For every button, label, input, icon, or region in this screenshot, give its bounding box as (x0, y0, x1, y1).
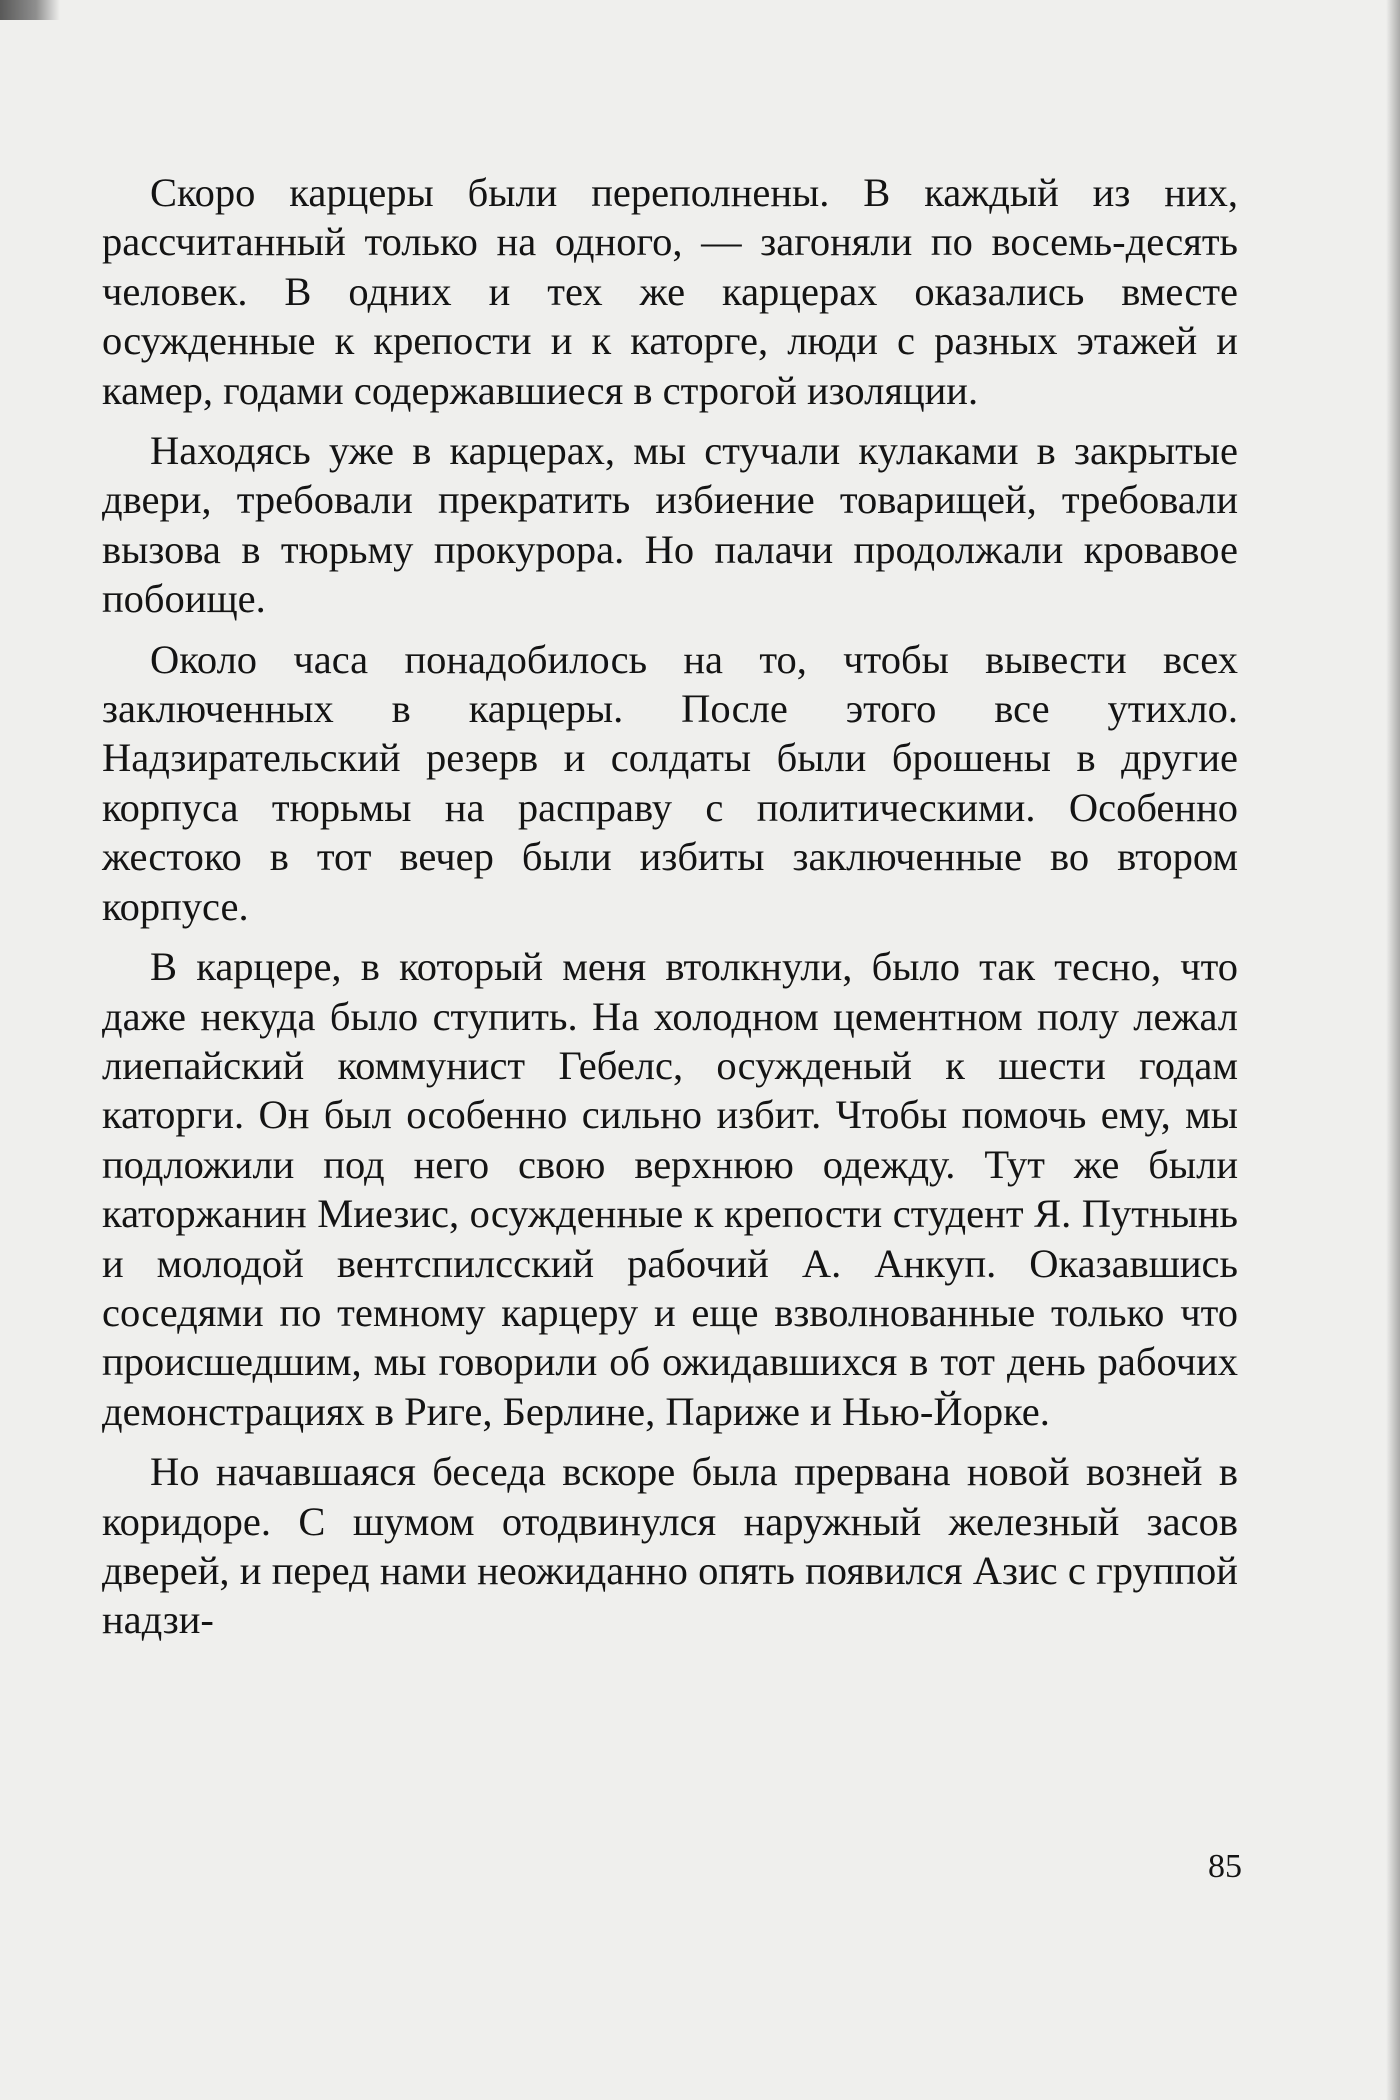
scan-corner-shadow (0, 0, 60, 20)
scan-edge-shadow (1386, 0, 1400, 2100)
paragraph-1: Скоро карцеры были переполнены. В каждый из них, рассчитанный только на одного, — загоняли по восемь-десять человек. В одних и тех же карцерах оказались вместе осужденные к крепости и к каторге, люди с разных этажей и камер, годами содержавшиеся в строгой изоляции. (102, 170, 1238, 413)
paragraph-4: В карцере, в который меня втолкнули, было так тесно, что даже некуда было ступить. На холодном цементном полу лежал лиепайский коммунист Гебелс, осужденый к шести годам каторги. Он был особенно сильно избит. Чтобы помочь ему, мы подложили под него свою верхнюю одежду. Тут же были каторжанин Миезис, осужденные к крепости студент Я. Путнынь и молодой вентспилсский рабочий А. Анкуп. Оказавшись соседями по темному карцеру и еще взволнованные только что происшедшим, мы говорили об ожидавшихся в тот день рабочих демонстрациях в Риге, Берлине, Париже и Нью-Йорке. (102, 944, 1238, 1434)
paragraph-5: Но начавшаяся беседа вскоре была прервана новой возней в коридоре. С шумом отодвинулся наружный железный засов дверей, и перед нами неожиданно опять появился Азис с группой надзи- (102, 1449, 1238, 1643)
paragraph-3: Около часа понадобилось на то, чтобы вывести всех заключенных в карцеры. После этого все утихло. Надзирательский резерв и солдаты были брошены в другие корпуса тюрьмы на расправу с политическими. Особенно жестоко в тот вечер были избиты заключенные во втором корпусе. (102, 636, 1238, 929)
paragraph-2: Находясь уже в карцерах, мы стучали кулаками в закрытые двери, требовали прекратить избиение товарищей, требовали вызова в тюрьму прокурора. Но палачи продолжали кровавое побоище. (102, 428, 1238, 622)
body-text (102, 168, 1238, 1656)
page-number: 85 (1208, 1848, 1242, 1885)
